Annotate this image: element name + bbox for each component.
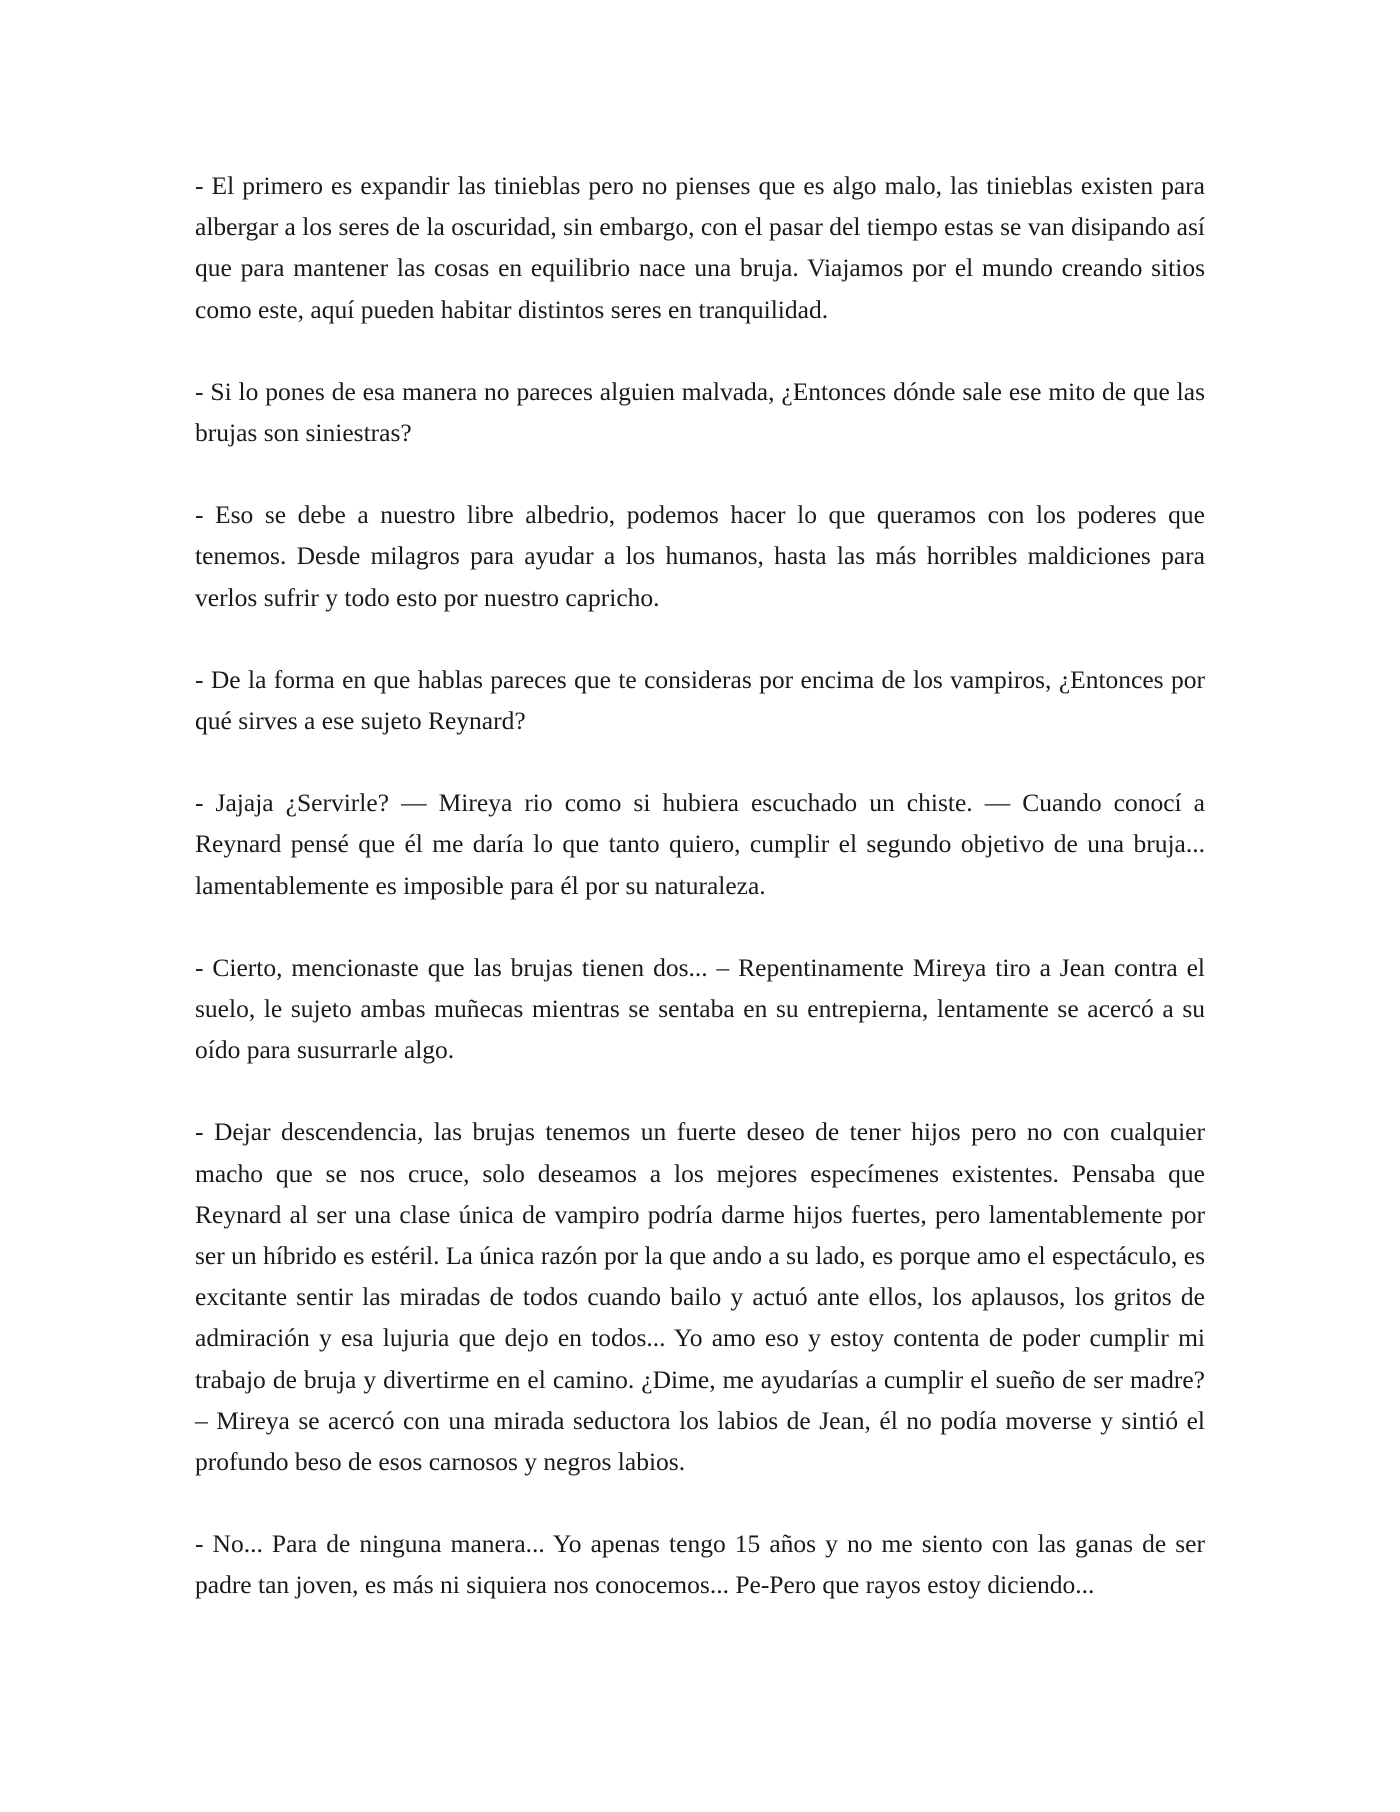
paragraph: - Jajaja ¿Servirle? — Mireya rio como si hubiera escuchado un chiste. — Cuando conocí a Reynard pensé que él me daría lo que tanto quiero, cumplir el segundo objetivo de una bruja... lamentablemente es imposible para él por su naturaleza. — [195, 788, 1205, 900]
paragraph: - No... Para de ninguna manera... Yo apenas tengo 15 años y no me siento con las ganas de ser padre tan joven, es más ni siquiera nos conocemos... Pe-Pero que rayos estoy diciendo... — [195, 1529, 1205, 1600]
paragraph: - Dejar descendencia, las brujas tenemos un fuerte deseo de tener hijos pero no con cualquier macho que se nos cruce, solo deseamos a los mejores especímenes existentes. Pensaba que Reynard al ser una clase única de vampiro podría darme hijos fuertes, pero lamentablemente por ser un híbrido es estéril. La única razón por la que ando a su lado, es porque amo el espectáculo, es excitante sentir las miradas de todos cuando bailo y actuó ante ellos, los aplausos, los gritos de admiración y esa lujuria que dejo en todos... Yo amo eso y estoy contenta de poder cumplir mi trabajo de bruja y divertirme en el camino. ¿Dime, me ayudarías a cumplir el sueño de ser madre? – Mireya se acercó con una mirada seductora los labios de Jean, él no podía moverse y sintió el profundo beso de esos carnosos y negros labios. — [195, 1117, 1205, 1477]
document-body — [195, 165, 1205, 1647]
paragraph: - De la forma en que hablas pareces que te consideras por encima de los vampiros, ¿Entonces por qué sirves a ese sujeto Reynard? — [195, 664, 1205, 736]
paragraph: - Eso se debe a nuestro libre albedrio, podemos hacer lo que queramos con los poderes que tenemos. Desde milagros para ayudar a los humanos, hasta las más horribles maldiciones para verlos sufrir y todo esto por nuestro capricho. — [195, 500, 1205, 612]
paragraph: - Si lo pones de esa manera no pareces alguien malvada, ¿Entonces dónde sale ese mito de que las brujas son siniestras? — [195, 376, 1205, 448]
paragraph: - El primero es expandir las tinieblas pero no pienses que es algo malo, las tinieblas existen para albergar a los seres de la oscuridad, sin embargo, con el pasar del tiempo estas se van disipando así que para mantener las cosas en equilibrio nace una bruja. Viajamos por el mundo creando sitios como este, aquí pueden habitar distintos seres en tranquilidad. — [195, 171, 1205, 324]
paragraph: - Cierto, mencionaste que las brujas tienen dos... – Repentinamente Mireya tiro a Jean contra el suelo, le sujeto ambas muñecas mientras se sentaba en su entrepierna, lentamente se acercó a su oído para susurrarle algo. — [195, 952, 1205, 1065]
